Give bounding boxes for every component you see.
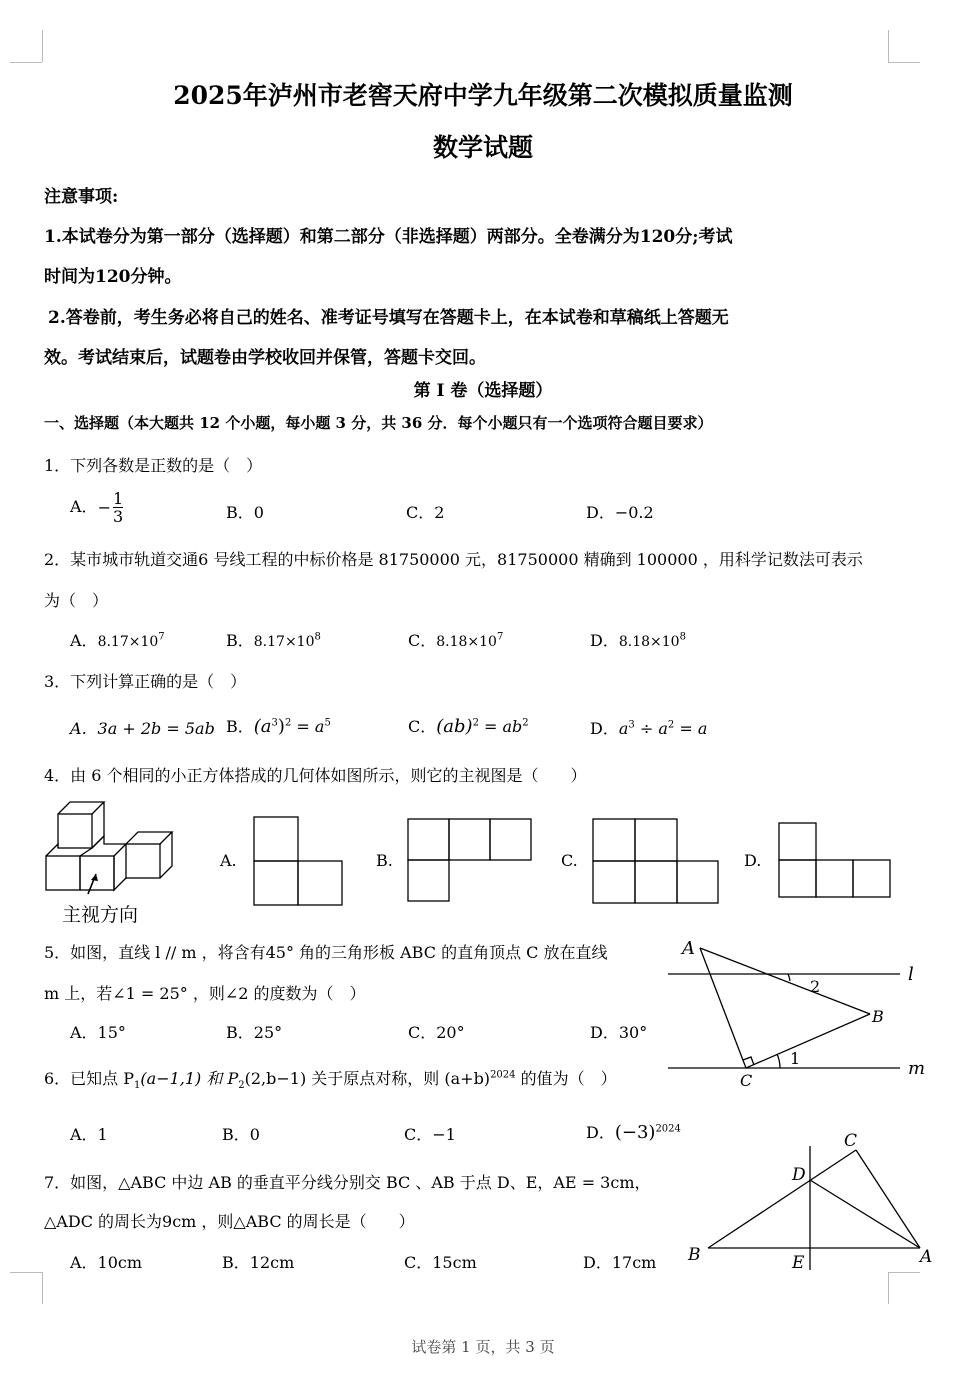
- q1-option-a-sign: −: [97, 498, 111, 517]
- q6-option-b: B．0: [222, 1125, 260, 1144]
- page-footer: 试卷第 1 页，共 3 页: [411, 1338, 555, 1356]
- q3-d-exp2: 2: [667, 719, 675, 731]
- q5-stem-b: m 上，若∠1 = 25° ，则∠2 的度数为（ ）: [44, 984, 366, 1003]
- q2-d-base: 8.18×10: [618, 634, 680, 650]
- q6-option-c: C．−1: [404, 1125, 456, 1144]
- q6-stem-3: (2,b−1) 关于原点对称，则 (a+b): [244, 1069, 491, 1088]
- q7-option-b: B．12cm: [222, 1253, 295, 1272]
- q7-label-b: B: [688, 1245, 701, 1265]
- q7-stem-b: △ADC 的周长为9cm ，则△ABC 的周长是（ ）: [44, 1212, 415, 1231]
- exam-subtitle: 数学试题: [432, 133, 533, 162]
- q5-option-d: D．30°: [590, 1023, 648, 1042]
- q3-d-label: D．: [590, 719, 619, 738]
- q3-option-b: [226, 714, 331, 737]
- q6-stem-2: (a−1,1) 和 P: [140, 1069, 239, 1088]
- q3-b-exp2: 2: [284, 717, 292, 729]
- q3-c-label: C．: [408, 717, 437, 736]
- q4-option-a-label: A.: [220, 851, 237, 870]
- q4-option-c-label: C.: [561, 851, 578, 870]
- q6-sub-1: 1: [134, 1080, 141, 1092]
- q6-option-a: A．1: [70, 1125, 108, 1144]
- q1-option-c: C．2: [406, 503, 445, 522]
- q4-option-b-label: B.: [376, 851, 393, 870]
- q4-option-a-figure: [253, 816, 345, 908]
- segment-da: [810, 1180, 920, 1248]
- q3-d-expr2: ÷ a: [634, 719, 668, 738]
- corner-mark-top-right-h: [888, 62, 920, 63]
- side-ac: [700, 948, 746, 1068]
- notice-heading: 注意事项:: [44, 187, 119, 207]
- q4-option-d-label: D.: [744, 851, 762, 870]
- q3-option-c: [408, 714, 529, 737]
- q2-option-d: [590, 628, 686, 651]
- q6-option-d: [586, 1120, 681, 1143]
- q7-triangle-figure: [680, 1126, 940, 1276]
- q4-option-c-figure: [592, 818, 720, 904]
- corner-mark-top-left-h: [10, 62, 42, 63]
- q7-stem-a: 7．如图，△ABC 中边 AB 的垂直平分线分别交 BC 、AB 于点 D、E，AE = 3cm，: [44, 1173, 651, 1192]
- q4-stem: 4．由 6 个相同的小正方体搭成的几何体如图所示，则它的主视图是（ ）: [44, 766, 587, 785]
- side-cb: [746, 1014, 870, 1068]
- q4-view-direction-label: 主视方向: [62, 904, 139, 926]
- corner-mark-bottom-right: [888, 1272, 889, 1304]
- q6-exp: 2024: [490, 1069, 516, 1081]
- q3-d-expr3: = a: [674, 719, 708, 738]
- q6-d-base: (−3): [614, 1122, 656, 1143]
- part-1-title: 第 I 卷（选择题）: [413, 381, 553, 401]
- q6-sub-2: 2: [238, 1080, 245, 1092]
- q5-parallel-lines-figure: [660, 932, 930, 1092]
- q5-label-angle-1: 1: [790, 1049, 801, 1068]
- notice-line-2a: 2.答卷前，考生务必将自己的姓名、准考证号填写在答题卡上，在本试卷和草稿纸上答题无: [48, 308, 729, 328]
- q3-b-expr3: = a: [291, 717, 325, 736]
- q2-option-b: [226, 628, 321, 651]
- q5-label-a: A: [682, 938, 695, 959]
- q7-option-c: C．15cm: [404, 1253, 477, 1272]
- notice-line-1b: 时间为120分钟。: [44, 267, 182, 287]
- q2-c-label: C．: [408, 631, 437, 650]
- q2-d-exp: 8: [679, 631, 686, 643]
- q7-label-a: A: [920, 1247, 933, 1267]
- q2-option-c: [408, 628, 503, 651]
- q7-label-d: D: [792, 1165, 806, 1185]
- q1-option-a-fraction: [113, 490, 123, 525]
- q5-label-c: C: [740, 1071, 753, 1090]
- q3-c-expr1: (ab): [436, 716, 473, 737]
- q6-stem-1: 6．已知点 P: [44, 1069, 135, 1088]
- q5-label-m: m: [908, 1058, 926, 1079]
- q2-d-label: D．: [590, 631, 619, 650]
- q3-option-d: [590, 716, 707, 739]
- q4-solid-figure: [40, 792, 190, 902]
- q7-label-e: E: [792, 1253, 805, 1273]
- q3-c-exp2: 2: [522, 717, 529, 729]
- q2-stem-a: 2．某市城市轨道交通6 号线工程的中标价格是 81750000 元，81750000 精确到 100000 ，用科学记数法可表示: [44, 550, 863, 569]
- q7-option-a: A．10cm: [70, 1253, 143, 1272]
- q2-b-exp: 8: [314, 631, 321, 643]
- q2-a-base: 8.17×10: [97, 634, 159, 650]
- q1-fraction-denominator: 3: [112, 507, 124, 526]
- q6-stem-4: 的值为（ ）: [515, 1069, 617, 1088]
- q1-option-d: D．−0.2: [586, 503, 654, 522]
- q5-label-l: l: [908, 964, 914, 985]
- q6-d-label: D．: [586, 1123, 615, 1142]
- q2-b-base: 8.17×10: [253, 634, 315, 650]
- side-bc: [708, 1150, 856, 1248]
- notice-line-2b: 效。考试结束后，试题卷由学校收回并保管，答题卡交回。: [44, 348, 486, 368]
- q1-option-a: [70, 490, 123, 525]
- q5-option-b: B．25°: [226, 1023, 283, 1042]
- q5-option-a: A．15°: [70, 1023, 126, 1042]
- side-ca: [856, 1150, 920, 1248]
- q1-stem: 1．下列各数是正数的是（ ）: [44, 456, 263, 475]
- notice-line-1a: 1.本试卷分为第一部分（选择题）和第二部分（非选择题）两部分。全卷满分为120分;考试: [44, 227, 733, 247]
- q2-b-label: B．: [226, 631, 254, 650]
- q7-option-d: D．17cm: [583, 1253, 657, 1272]
- q4-option-b-figure: [407, 818, 533, 904]
- section-1-title: 一、选择题（本大题共 12 个小题，每小题 3 分，共 36 分．每个小题只有一个选项符合题目要求）: [44, 414, 713, 432]
- corner-mark-top-right: [888, 30, 889, 62]
- q5-label-angle-2: 2: [810, 977, 821, 996]
- q3-d-expr1: a: [618, 719, 629, 738]
- q3-b-exp1: 3: [271, 717, 278, 729]
- corner-mark-top-left: [42, 30, 43, 62]
- q6-stem: [44, 1066, 617, 1091]
- q3-c-exp1: 2: [472, 717, 479, 729]
- q1-option-b: B．0: [226, 503, 264, 522]
- q2-a-label: A．: [70, 631, 98, 650]
- q3-b-exp3: 5: [324, 717, 331, 729]
- corner-mark-bottom-left-h: [10, 1272, 42, 1273]
- q2-c-exp: 7: [496, 631, 504, 643]
- q2-a-exp: 7: [158, 631, 165, 643]
- arrow-head-icon: [91, 874, 98, 881]
- q3-b-label: B．: [226, 717, 254, 736]
- exam-title: 2025年泸州市老窖天府中学九年级第二次模拟质量监测: [173, 81, 793, 110]
- q5-option-c: C．20°: [408, 1023, 465, 1042]
- q3-stem: 3．下列计算正确的是（ ）: [44, 672, 247, 691]
- q2-option-a: [70, 628, 165, 651]
- q1-fraction-numerator: 1: [112, 489, 124, 508]
- q2-stem-b: 为（ ）: [44, 591, 109, 610]
- q3-c-expr2: = ab: [478, 717, 523, 736]
- q6-d-exp: 2024: [655, 1123, 681, 1135]
- q4-option-d-figure: [778, 822, 894, 900]
- q7-label-c: C: [844, 1131, 858, 1151]
- q5-label-b: B: [872, 1007, 884, 1026]
- q3-d-exp1: 3: [628, 719, 635, 731]
- q2-c-base: 8.18×10: [436, 634, 497, 650]
- q3-option-a: A．3a + 2b = 5ab: [70, 719, 215, 738]
- q3-b-expr1: (a: [253, 716, 272, 737]
- q5-stem-a: 5．如图，直线 l // m ，将含有45° 角的三角形板 ABC 的直角顶点 C 放在直线: [44, 943, 608, 962]
- q1-option-a-label: A．: [70, 497, 98, 516]
- side-ab: [700, 948, 870, 1014]
- q3-b-expr2: ): [277, 716, 285, 737]
- corner-mark-bottom-left: [42, 1272, 43, 1304]
